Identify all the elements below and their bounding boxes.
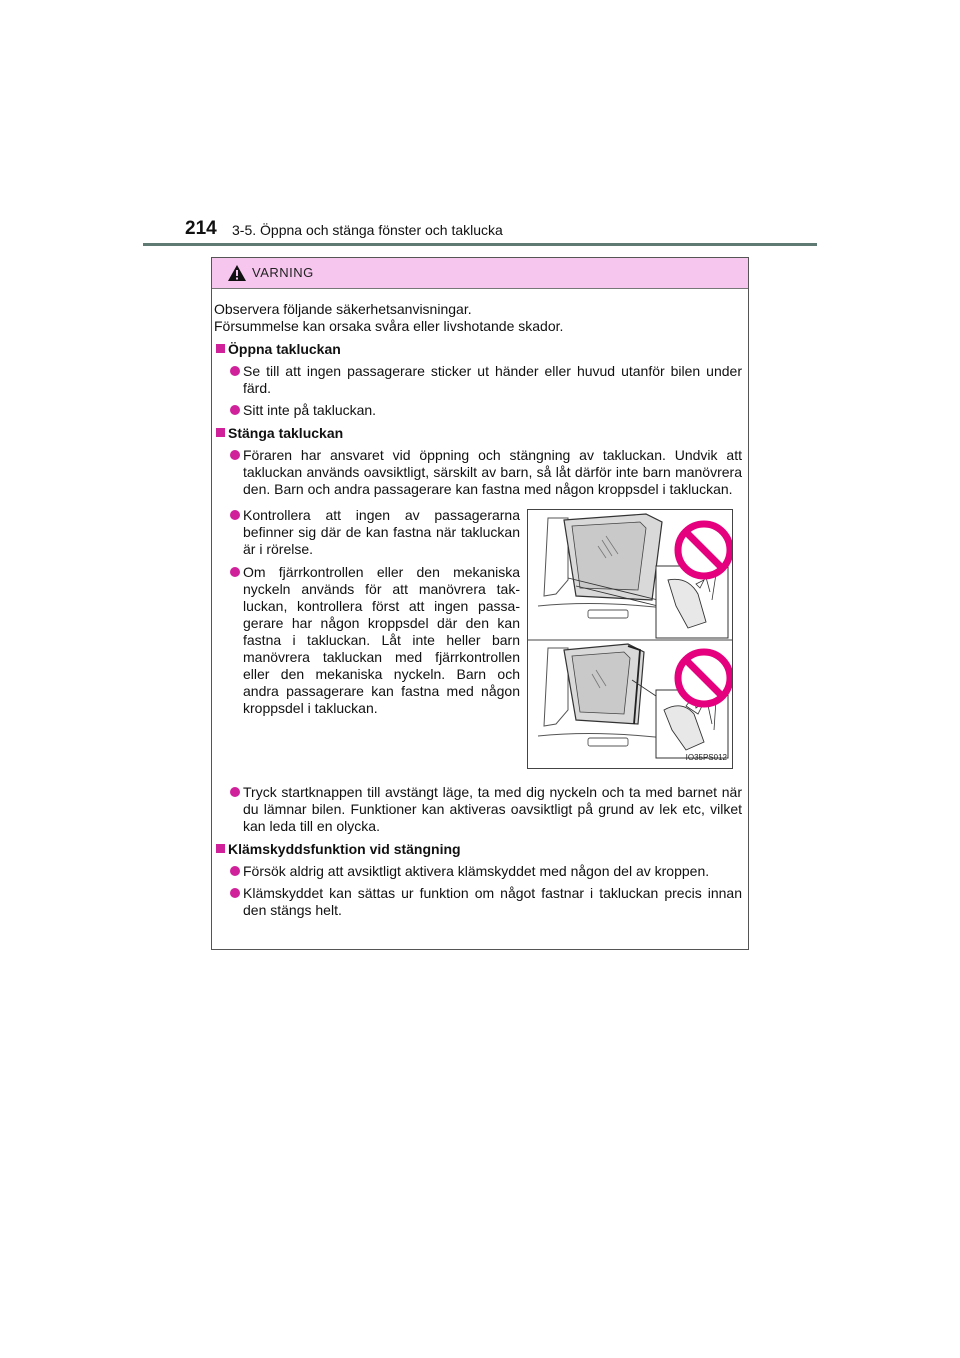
page-number: 214 xyxy=(185,218,217,239)
list-item: Försök aldrig att avsiktligt aktivera klämskyddet med någon del av kroppen. xyxy=(214,863,742,880)
list-item: Tryck startknappen till avstängt läge, ta med dig nyckeln och ta med barnet när du lämnar bilen. Funktioner kan aktiveras oavsiktligt på grund av lek etc, vilket kan leda till en olycka. xyxy=(214,784,742,835)
round-bullet-icon xyxy=(230,366,240,376)
sunroof-drawing xyxy=(528,510,732,768)
intro-line-2: Försummelse kan orsaka svåra eller livshotande skador. xyxy=(214,318,564,334)
round-bullet-icon xyxy=(230,787,240,797)
round-bullet-icon xyxy=(230,866,240,876)
square-bullet-icon xyxy=(216,344,225,353)
square-bullet-icon xyxy=(216,844,225,853)
sunroof-illustration xyxy=(527,509,733,769)
illustration-code: IO35PS012 xyxy=(685,753,727,762)
warning-label: VARNING xyxy=(252,265,314,280)
list-item: Klämskyddet kan sättas ur funktion om något fastnar i takluckan precis innan den stängs helt. xyxy=(214,885,742,919)
round-bullet-icon xyxy=(230,510,240,520)
warning-header xyxy=(212,258,748,289)
list-item: Föraren har ansvaret vid öppning och stängning av takluckan. Undvik att takluckan används oavsiktligt, särskilt av barn, så låt därför inte barn manövrera den. Barn och andra passagerare kan fastna med någon kroppsdel i takluckan. xyxy=(214,447,742,498)
list-item: Om fjärrkontrollen eller den mekaniska nyckeln används för att manövrera takluckan, kontrollera först att ingen passagerare har någon kroppsdel där den kan fastna i takluckan. Låt inte heller barn manövrera takluckan med fjärrkontrollen eller den mekaniska nyckeln. Barn och andra passagerare kan fastna med någon kroppsdel i takluckan. xyxy=(214,564,520,717)
list-item: Se till att ingen passagerare sticker ut händer eller huvud utanför bilen under färd. xyxy=(214,363,742,397)
header-rule xyxy=(143,243,817,246)
round-bullet-icon xyxy=(230,567,240,577)
round-bullet-icon xyxy=(230,405,240,415)
warning-box xyxy=(211,257,749,950)
list-item: Sitt inte på takluckan. xyxy=(214,402,742,419)
section-heading-pinch-protection: Klämskyddsfunktion vid stängning xyxy=(214,841,742,858)
split-text-column xyxy=(214,507,520,717)
round-bullet-icon xyxy=(230,888,240,898)
warning-body xyxy=(212,289,748,919)
list-item: Kontrollera att ingen av passagerarna befinner sig där de kan fastna när takluckan är i rörelse. xyxy=(214,507,520,558)
warning-triangle-icon xyxy=(227,264,247,282)
square-bullet-icon xyxy=(216,428,225,437)
section-heading-open: Öppna takluckan xyxy=(214,341,742,358)
intro-line-1: Observera följande säkerhetsanvisningar. xyxy=(214,301,472,317)
round-bullet-icon xyxy=(230,450,240,460)
bullets-with-illustration xyxy=(214,507,742,782)
section-title: 3-5. Öppna och stänga fönster och taklucka xyxy=(232,222,503,238)
section-heading-close: Stänga takluckan xyxy=(214,425,742,442)
